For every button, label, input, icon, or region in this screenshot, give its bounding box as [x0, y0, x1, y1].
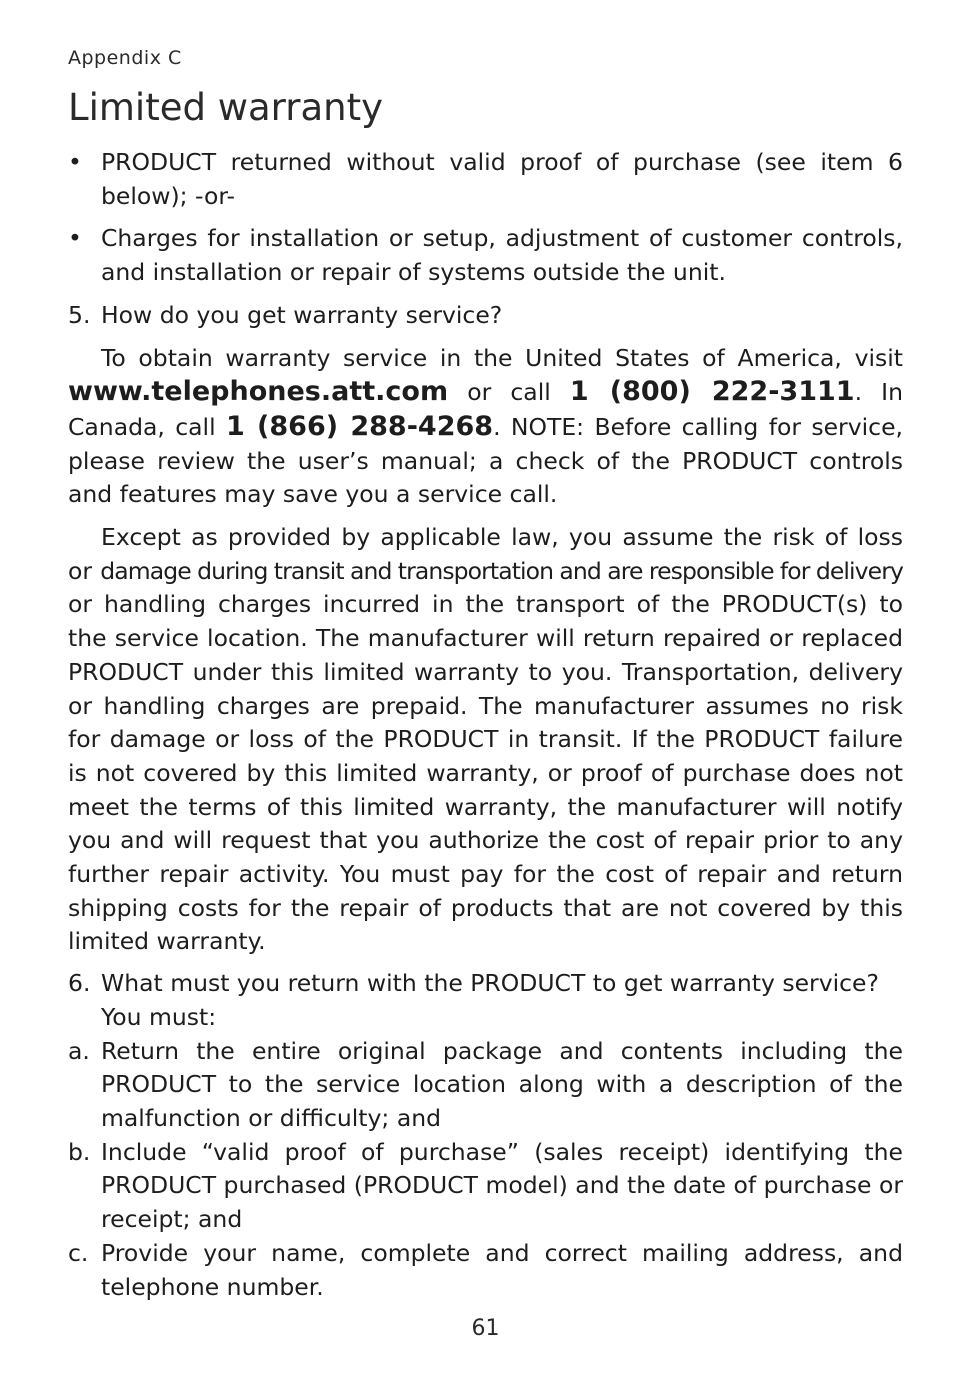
- sub-item-marker: c.: [68, 1238, 89, 1267]
- page-number: 61: [471, 1316, 500, 1341]
- service-paragraph: [68, 342, 903, 513]
- bullet-item: [68, 146, 903, 213]
- risk-paragraph: [68, 521, 903, 959]
- service-lead: To obtain warranty service in the United States of America, visit: [101, 343, 903, 372]
- bullet-text: PRODUCT returned without valid proof of purchase (see item 6 below); -or-: [101, 148, 903, 210]
- numbered-item-6: [68, 967, 903, 1034]
- sub-item-b: [68, 1136, 903, 1237]
- sub-item-marker: b.: [68, 1137, 91, 1166]
- risk-text-rest: or handling charges incurred in the transport of the PRODUCT(s) to the service location. The manufacturer will return repaired or replaced PRODUCT under this limited warranty to you. Transportation, delivery or handling charges are prepaid. The manufacturer assumes no risk for damage or loss of the PRODUCT in transit. If the PRODUCT failure is not covered by this limited warranty, or proof of purchase does not meet the terms of this limited warranty, the manufacturer will notify you and will request that you authorize the cost of repair prior to any further repair activity. You must pay for the cost of repair and return shipping costs for the repair of products that are not covered by this limited warranty.: [68, 590, 903, 956]
- item-number: 6.: [68, 969, 91, 998]
- sub-item-text: Include “valid proof of purchase” (sales receipt) identifying the PRODUCT purchased (PRODUCT model) and the date of purchase or receipt; and: [101, 1137, 903, 1234]
- item-question: What must you return with the PRODUCT to get warranty service?: [101, 969, 879, 998]
- warranty-content: [68, 146, 903, 1304]
- website-link[interactable]: www.telephones.att.com: [68, 376, 449, 408]
- sub-item-a: [68, 1035, 903, 1136]
- sub-item-marker: a.: [68, 1036, 90, 1065]
- sub-item-c: [68, 1237, 903, 1304]
- numbered-item-5: [68, 299, 903, 333]
- risk-text-line1: Except as provided by applicable law, you assume the risk of loss or: [68, 523, 903, 585]
- bullet-marker: •: [68, 148, 82, 176]
- or-call-text: or call: [448, 378, 570, 407]
- bullet-item: [68, 222, 903, 289]
- risk-text-line2: damage during transit and transportation and are responsible for delivery: [100, 556, 903, 585]
- bullet-text: Charges for installation or setup, adjustment of customer controls, and installation or repair of systems outside the unit.: [101, 224, 903, 287]
- page-title: Limited warranty: [68, 86, 383, 129]
- canada-phone-number: 1 (866) 288-4268: [225, 410, 494, 442]
- service-note: . NOTE: Before calling for service, please review the user’s manual; a check of the PRODUCT controls and features may save you a service call.: [68, 412, 904, 509]
- section-label: Appendix C: [68, 47, 182, 69]
- item-question: How do you get warranty service?: [101, 300, 503, 329]
- canada-lead: . In Canada, call: [68, 378, 903, 441]
- you-must-text: You must:: [101, 1002, 217, 1031]
- sub-item-text: Provide your name, complete and correct mailing address, and telephone number.: [101, 1238, 903, 1301]
- us-phone-number: 1 (800) 222-3111: [569, 376, 855, 408]
- item-number: 5.: [68, 300, 91, 329]
- bullet-marker: •: [68, 224, 82, 253]
- sub-item-text: Return the entire original package and contents including the PRODUCT to the service location along with a description of the malfunction or difficulty; and: [101, 1036, 903, 1132]
